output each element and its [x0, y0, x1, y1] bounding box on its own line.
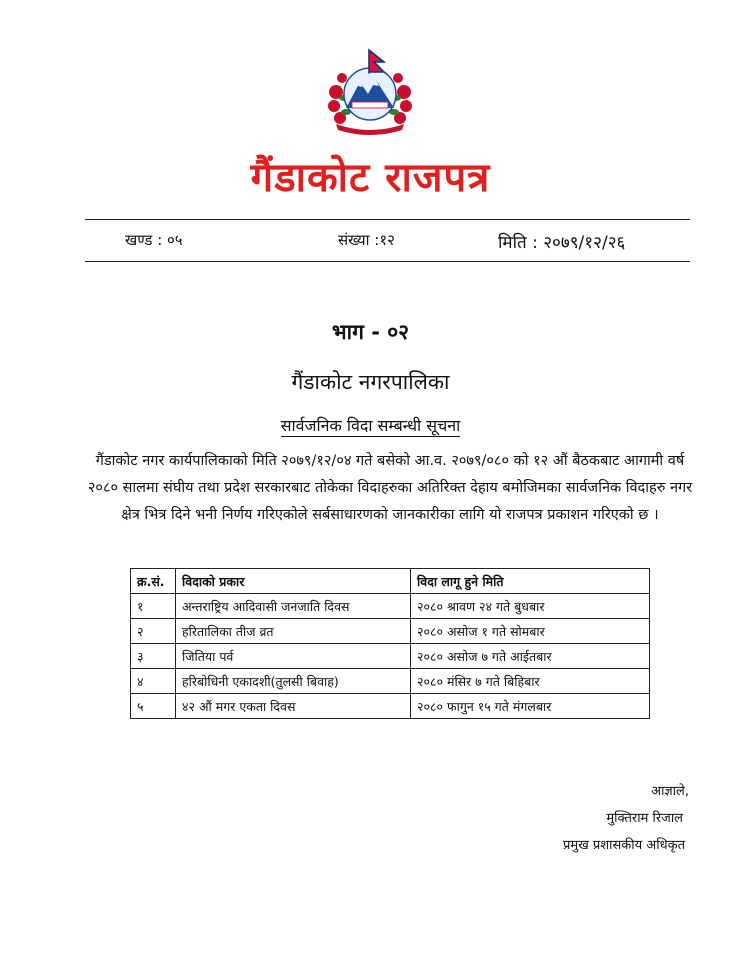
cell-holiday-date: २०८० फागुन १५ गते मंगलबार: [411, 694, 650, 719]
column-header-holiday-type: विदाको प्रकार: [176, 569, 411, 594]
cell-holiday-date: २०८० मंसिर ७ गते बिहिबार: [411, 669, 650, 694]
cell-serial: ५: [131, 694, 176, 719]
notice-heading: [0, 414, 741, 436]
cell-holiday-type: अन्तराष्ट्रिय आदिवासी जनजाति दिवस: [176, 594, 411, 619]
cell-holiday-type: ४२ औं मगर एकता दिवस: [176, 694, 411, 719]
gazette-title: गैंडाकोट राजपत्र: [250, 155, 491, 201]
notice-heading-text: सार्वजनिक विदा सम्बन्धी सूचना: [280, 416, 461, 435]
notice-paragraph: गैंडाकोट नगर कार्यपालिकाको मिति २०७९/१२/०४ गते बसेको आ.व. २०७९/०८० को १२ औं बैठकबाट आगामी वर्ष २०८० सालमा संघीय तथा प्रदेश सरकारबाट तोकेका विदाहरुका अतिरिक्त देहाय बमोजिमका सार्वजनिक विदाहरु नगर क्षेत्र भित्र दिने भनी निर्णय गरिएकोले सर्बसाधारणको जानकारीका लागि यो राजपत्र प्रकाशन गरिएको छ ।: [87, 453, 693, 523]
holiday-table: [130, 568, 650, 719]
column-header-serial: क्र.सं.: [131, 569, 176, 594]
top-rule: [85, 219, 690, 220]
municipality-name: गैंडाकोट नगरपालिका: [291, 370, 450, 394]
table-row: [131, 594, 650, 619]
cell-holiday-type: हरितालिका तीज व्रत: [176, 619, 411, 644]
cell-holiday-type: जितिया पर्व: [176, 644, 411, 669]
signatory-designation: प्रमुख प्रशासकीय अधिकृत: [562, 838, 685, 853]
signatory-name: मुक्तिराम रिजाल: [606, 811, 683, 826]
table-row: [131, 644, 650, 669]
cell-holiday-date: २०८० असोज ७ गते आईतबार: [411, 644, 650, 669]
table-row: [131, 669, 650, 694]
cell-holiday-type: हरिबोधिनी एकादशी(तुलसी बिवाह): [176, 669, 411, 694]
part-heading: भाग - ०२: [331, 320, 410, 344]
volume-number: खण्ड : ०५: [125, 231, 183, 249]
cell-serial: २: [131, 619, 176, 644]
cell-serial: १: [131, 594, 176, 619]
cell-holiday-date: २०८० श्रावण २४ गते बुधबार: [411, 594, 650, 619]
signature-by-order: आज्ञाले,: [651, 784, 689, 799]
table-row: [131, 694, 650, 719]
table-header-row: [131, 569, 650, 594]
cell-holiday-date: २०८० असोज १ गते सोमबार: [411, 619, 650, 644]
nepal-emblem-icon: [322, 42, 418, 138]
cell-serial: ४: [131, 669, 176, 694]
cell-serial: ३: [131, 644, 176, 669]
table-row: [131, 619, 650, 644]
issue-number: संख्या :१२: [338, 231, 395, 249]
column-header-holiday-date: विदा लागू हुने मिति: [411, 569, 650, 594]
bottom-rule: [85, 261, 690, 262]
publication-date: मिति : २०७९/१२/२६: [498, 233, 626, 253]
